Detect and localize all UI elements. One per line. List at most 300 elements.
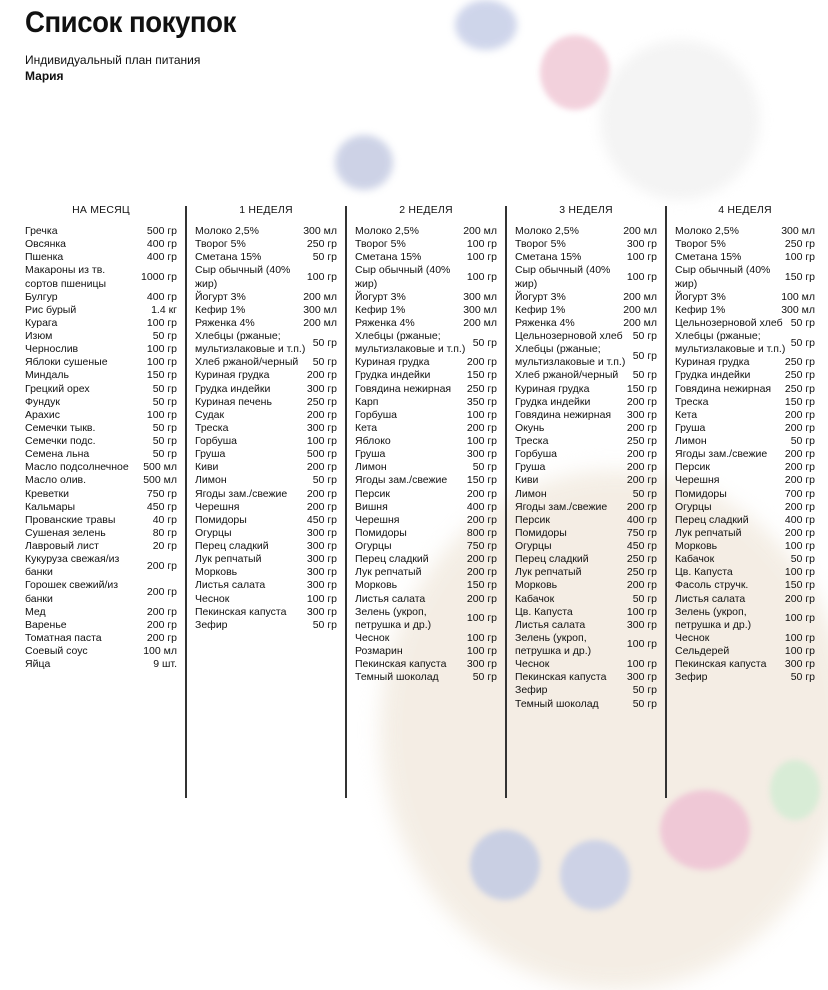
item-name: Кефир 1% [195,303,246,316]
shopping-item [675,606,815,632]
shopping-item [515,553,657,566]
shopping-item [195,317,337,330]
item-name: Горбуша [195,435,237,447]
shopping-item [25,422,177,435]
shopping-item [25,251,177,264]
item-name: Помидоры [355,526,407,539]
item-name: Карп [355,395,379,408]
item-quantity: 200 гр [626,461,657,474]
column-header: НА МЕСЯЦ [72,204,130,216]
item-name: Лимон [195,474,227,487]
item-quantity: 500 мл [143,461,177,474]
shopping-item [195,619,337,632]
shopping-item [355,383,497,396]
item-quantity: 300 мл [781,303,815,316]
item-quantity: 200 гр [466,356,497,369]
shopping-item [675,488,815,501]
item-quantity: 100 гр [466,612,497,625]
item-quantity: 300 гр [306,540,337,552]
item-name: Творог 5% [195,238,246,251]
item-name: Чеснок [515,658,550,671]
item-quantity: 200 гр [626,448,657,461]
column-week-2 [355,204,497,684]
item-name: Морковь [355,579,398,592]
shopping-item [195,527,337,540]
item-quantity: 100 гр [466,238,497,251]
item-name: Судак [195,408,225,421]
shopping-item [355,251,497,264]
item-name: Лимон [515,487,547,500]
shopping-item [195,409,337,422]
item-name: Овсянка [25,238,67,251]
background-cup [600,40,760,200]
shopping-item [355,448,497,461]
item-name: Молоко 2,5% [195,225,259,237]
item-quantity: 100 гр [626,270,657,283]
item-quantity: 50 гр [152,421,177,434]
shopping-item [515,671,657,684]
item-quantity: 250 гр [626,566,657,579]
item-name: Персик [515,513,550,526]
shopping-item [675,593,815,606]
shopping-item [25,383,177,396]
item-name: Ряженка 4% [515,316,575,329]
item-name: Семечки подс. [25,435,96,447]
shopping-item [195,330,337,356]
item-name: Йогурт 3% [675,290,726,303]
shopping-item [355,396,497,409]
item-name: Соевый соус [25,645,88,657]
item-name: Треска [675,395,709,408]
item-name: Семена льна [25,448,90,461]
item-quantity: 50 гр [632,697,657,710]
item-quantity: 300 гр [306,579,337,592]
shopping-item [515,566,657,579]
item-name: Говядина нежирная [355,382,452,395]
shopping-item [515,238,657,251]
shopping-item [515,264,657,290]
item-quantity: 450 гр [626,540,657,552]
shopping-item [515,488,657,501]
item-name: Темный шоколад [515,697,599,710]
item-quantity: 50 гр [312,618,337,631]
item-name: Черешня [355,513,400,526]
shopping-item [515,409,657,422]
item-name: Огурцы [355,540,392,552]
item-name: Персик [355,487,390,500]
item-name: Зефир [515,684,548,697]
item-quantity: 50 гр [312,356,337,369]
item-quantity: 50 гр [790,316,815,329]
item-quantity: 500 мл [143,474,177,487]
item-quantity: 200 гр [146,618,177,631]
item-quantity: 250 гр [784,238,815,251]
item-quantity: 400 гр [466,500,497,513]
shopping-item [25,448,177,461]
item-name: Лимон [355,461,387,474]
shopping-item [355,356,497,369]
item-name: Сметана 15% [195,251,262,264]
item-name: Говядина нежирная [515,408,612,421]
shopping-item [675,383,815,396]
shopping-item [515,317,657,330]
item-name: Хлебцы (ржаные; мультизлаковые и т.п.) [195,330,306,356]
item-name: Груша [515,461,546,474]
item-name: Лавровый лист [25,540,99,552]
item-name: Яйца [25,658,51,671]
item-name: Зефир [675,671,708,684]
item-name: Куриная грудка [195,369,270,382]
shopping-item [355,238,497,251]
item-name: Кефир 1% [675,303,726,316]
column-header: 3 НЕДЕЛЯ [559,204,613,216]
shopping-item [515,251,657,264]
item-name: Сыр обычный (40% жир) [675,264,771,290]
shopping-item [195,291,337,304]
item-quantity: 100 гр [626,658,657,671]
shopping-item [195,264,337,290]
item-quantity: 150 гр [784,395,815,408]
item-quantity: 100 гр [466,251,497,264]
background-blueberry [335,135,393,190]
item-name: Помидоры [515,526,567,539]
item-quantity: 300 гр [626,238,657,251]
shopping-item [195,606,337,619]
item-name: Семечки тыкв. [25,421,96,434]
item-name: Лук репчатый [355,566,422,579]
item-name: Треска [515,435,549,447]
shopping-item [25,409,177,422]
item-name: Кефир 1% [515,303,566,316]
item-name: Куриная грудка [675,356,750,369]
column-divider [665,206,667,798]
item-name: Черешня [195,500,240,513]
shopping-item [195,514,337,527]
shopping-item [355,474,497,487]
item-name: Кабачок [515,592,555,605]
item-quantity: 50 гр [152,382,177,395]
item-name: Цельнозерновой хлеб [515,330,623,342]
item-quantity: 200 гр [626,579,657,592]
item-quantity: 250 гр [626,553,657,566]
shopping-item [515,435,657,448]
item-quantity: 750 гр [146,487,177,500]
item-name: Вишня [355,500,388,513]
shopping-item [195,461,337,474]
item-name: Хлеб ржаной/черный [515,369,619,382]
item-quantity: 200 гр [626,421,657,434]
shopping-item [355,658,497,671]
item-quantity: 200 гр [466,566,497,579]
item-name: Кефир 1% [355,303,406,316]
item-name: Розмарин [355,645,403,657]
item-quantity: 400 гр [784,513,815,526]
shopping-item [675,356,815,369]
shopping-item [195,579,337,592]
item-name: Цв. Капуста [675,566,733,579]
item-name: Грецкий орех [25,382,90,395]
background-raspberry [540,35,610,110]
item-quantity: 450 гр [146,500,177,513]
shopping-item [25,225,177,238]
item-quantity: 200 гр [146,631,177,644]
item-name: Кета [355,421,378,434]
item-quantity: 250 гр [306,238,337,251]
item-quantity: 100 гр [146,356,177,369]
item-quantity: 150 гр [466,579,497,592]
item-name: Рис бурый [25,303,77,316]
shopping-item [25,396,177,409]
column-divider [185,206,187,798]
shopping-item [355,291,497,304]
item-quantity: 300 мл [463,303,497,316]
item-name: Ягоды зам./свежие [355,474,448,487]
item-name: Творог 5% [675,238,726,251]
item-quantity: 100 гр [626,638,657,651]
item-quantity: 100 гр [466,645,497,657]
item-name: Перец сладкий [515,553,589,566]
shopping-item [675,658,815,671]
item-quantity: 400 гр [146,290,177,303]
shopping-item [355,304,497,317]
item-name: Горошек свежий/из банки [25,579,119,605]
item-name: Лук репчатый [515,566,582,579]
item-quantity: 200 гр [306,369,337,382]
shopping-item [675,579,815,592]
item-quantity: 50 гр [472,461,497,474]
item-quantity: 150 гр [626,382,657,395]
shopping-item [355,579,497,592]
item-quantity: 200 гр [784,474,815,487]
item-quantity: 50 гр [790,671,815,684]
item-name: Хлебцы (ржаные; мультизлаковые и т.п.) [515,343,626,369]
item-name: Сыр обычный (40% жир) [195,264,291,290]
item-name: Масло подсолнечное [25,461,129,474]
shopping-item [195,383,337,396]
item-quantity: 200 гр [784,408,815,421]
item-quantity: 80 гр [152,526,177,539]
item-name: Чеснок [355,631,390,644]
shopping-item [675,632,815,645]
item-name: Пекинская капуста [675,658,767,671]
item-name: Хлеб ржаной/черный [195,356,299,369]
shopping-item [25,619,177,632]
shopping-item [25,264,177,290]
item-name: Листья салата [515,618,586,631]
item-quantity: 300 гр [306,421,337,434]
item-name: Черешня [675,474,720,487]
shopping-item [515,291,657,304]
item-name: Креветки [25,487,70,500]
shopping-item [195,238,337,251]
shopping-item [515,579,657,592]
item-quantity: 700 гр [784,487,815,500]
shopping-item [675,527,815,540]
item-quantity: 50 гр [152,395,177,408]
item-quantity: 250 гр [466,382,497,395]
item-name: Гречка [25,225,58,237]
shopping-item [515,684,657,697]
item-name: Сельдерей [675,645,730,657]
column-header: 2 НЕДЕЛЯ [399,204,453,216]
item-quantity: 300 мл [303,303,337,316]
shopping-item [675,291,815,304]
item-name: Ряженка 4% [355,316,415,329]
item-name: Молоко 2,5% [675,225,739,237]
item-name: Лук репчатый [195,553,262,566]
item-quantity: 100 гр [146,316,177,329]
shopping-item [355,461,497,474]
shopping-item [195,553,337,566]
item-name: Куриная грудка [355,356,430,369]
shopping-item [675,409,815,422]
shopping-item [675,422,815,435]
item-name: Темный шоколад [355,671,439,684]
item-quantity: 150 гр [784,579,815,592]
item-quantity: 50 гр [312,336,337,349]
item-name: Зелень (укроп, петрушка и др.) [355,605,432,631]
shopping-item [355,632,497,645]
shopping-item [195,396,337,409]
shopping-item [515,474,657,487]
shopping-item [675,645,815,658]
shopping-item [675,671,815,684]
item-quantity: 400 гр [626,513,657,526]
item-quantity: 50 гр [632,330,657,342]
item-quantity: 200 мл [623,303,657,316]
plan-subtitle: Индивидуальный план питания [25,53,201,67]
item-name: Грудка индейки [355,369,431,382]
shopping-item [25,527,177,540]
item-name: Треска [195,421,229,434]
shopping-item [515,304,657,317]
item-name: Лук репчатый [675,526,742,539]
shopping-item [515,514,657,527]
item-name: Цельнозерновой хлеб [675,316,783,329]
column-header: 4 НЕДЕЛЯ [718,204,772,216]
column-week-4 [675,204,815,684]
item-name: Макароны из тв. сортов пшеницы [25,264,107,290]
item-name: Йогурт 3% [515,290,566,303]
item-name: Ягоды зам./свежие [515,500,608,513]
item-quantity: 50 гр [152,330,177,342]
item-quantity: 100 гр [626,251,657,264]
item-quantity: 200 гр [466,553,497,566]
shopping-item [675,317,815,330]
shopping-item [25,553,177,579]
item-name: Сметана 15% [675,251,742,264]
shopping-item [195,488,337,501]
item-name: Грудка индейки [515,395,591,408]
shopping-item [355,540,497,553]
item-quantity: 100 гр [466,435,497,447]
item-name: Огурцы [515,540,552,552]
item-name: Сушеная зелень [25,526,106,539]
item-name: Кабачок [675,553,715,566]
item-quantity: 200 гр [466,421,497,434]
item-quantity: 200 мл [623,225,657,237]
item-quantity: 200 гр [306,500,337,513]
item-name: Куриная печень [195,395,272,408]
shopping-item [25,304,177,317]
item-quantity: 100 гр [466,270,497,283]
column-divider [345,206,347,798]
item-quantity: 150 гр [146,369,177,382]
shopping-item [355,527,497,540]
item-quantity: 200 гр [306,487,337,500]
item-quantity: 1.4 кг [151,303,177,316]
item-name: Перец сладкий [675,513,749,526]
shopping-item [355,593,497,606]
item-name: Фундук [25,395,61,408]
shopping-item [25,632,177,645]
shopping-item [25,343,177,356]
item-quantity: 300 гр [466,658,497,671]
shopping-item [195,566,337,579]
background-mint [770,760,820,820]
item-quantity: 300 мл [303,225,337,237]
shopping-item [515,619,657,632]
shopping-item [195,356,337,369]
shopping-item [675,396,815,409]
shopping-item [195,225,337,238]
item-name: Мед [25,605,46,618]
item-quantity: 250 гр [784,356,815,369]
item-quantity: 300 гр [626,408,657,421]
shopping-item [355,514,497,527]
shopping-item [515,593,657,606]
item-name: Сметана 15% [515,251,582,264]
item-name: Зефир [195,618,228,631]
item-quantity: 50 гр [632,349,657,362]
item-quantity: 9 шт. [153,658,177,671]
item-quantity: 200 гр [784,526,815,539]
item-quantity: 100 гр [306,592,337,605]
shopping-item [195,501,337,514]
shopping-item [25,579,177,605]
item-quantity: 400 гр [146,238,177,251]
shopping-item [675,514,815,527]
shopping-item [675,304,815,317]
item-quantity: 200 мл [303,316,337,329]
item-name: Хлебцы (ржаные; мультизлаковые и т.п.) [355,330,466,356]
shopping-item [195,304,337,317]
item-name: Творог 5% [355,238,406,251]
item-quantity: 300 гр [306,382,337,395]
item-quantity: 300 гр [306,566,337,579]
item-name: Листья салата [675,592,746,605]
item-name: Фасоль стручк. [675,579,749,592]
item-quantity: 50 гр [472,671,497,684]
shopping-item [355,225,497,238]
shopping-item [515,383,657,396]
shopping-item [25,645,177,658]
item-quantity: 150 гр [466,474,497,487]
item-quantity: 50 гр [790,435,815,447]
item-name: Огурцы [195,526,232,539]
item-name: Йогурт 3% [195,290,246,303]
shopping-item [675,225,815,238]
item-quantity: 250 гр [306,395,337,408]
shopping-item [355,435,497,448]
shopping-item [25,501,177,514]
shopping-item [25,238,177,251]
shopping-item [515,540,657,553]
item-quantity: 100 гр [146,408,177,421]
item-quantity: 250 гр [784,382,815,395]
shopping-item [515,698,657,711]
item-name: Грудка индейки [675,369,751,382]
